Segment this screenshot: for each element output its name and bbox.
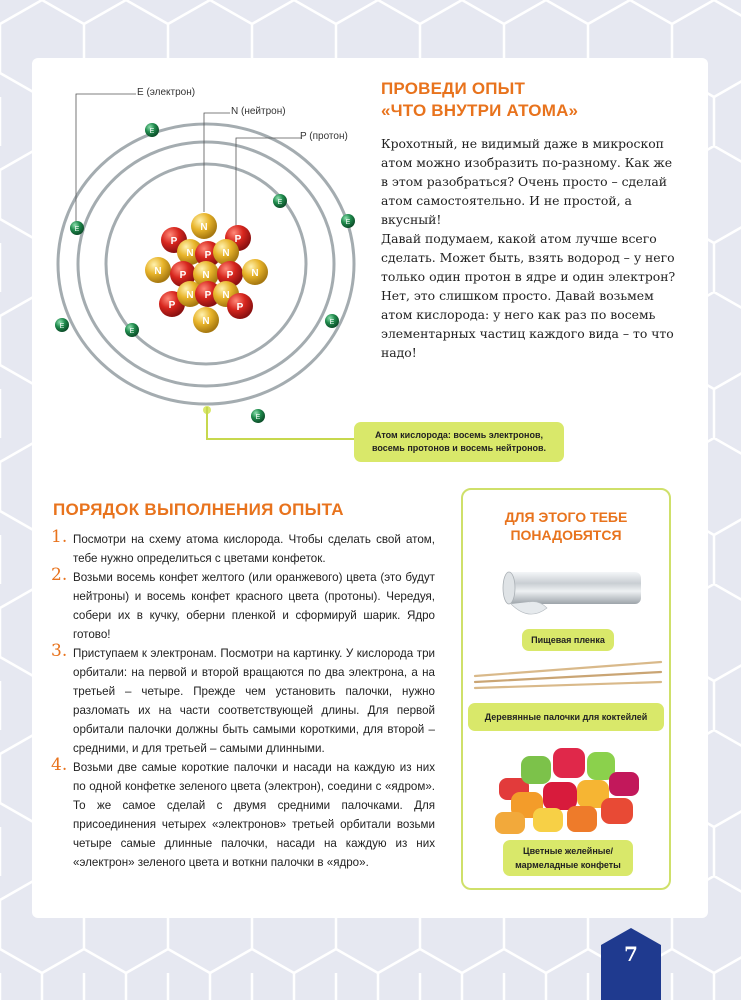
svg-text:N: N	[154, 266, 162, 277]
jelly-candies-image	[491, 742, 647, 842]
svg-text:N: N	[200, 222, 208, 233]
wooden-sticks-image	[473, 658, 663, 694]
item-wooden-sticks: Деревянные палочки для коктейлей	[468, 703, 664, 731]
svg-text:N: N	[222, 248, 230, 259]
svg-text:P: P	[170, 236, 178, 247]
neutron	[213, 239, 239, 265]
svg-text:P: P	[226, 270, 234, 281]
intro-paragraph-1: Крохотный, не видимый даже в микроскоп атом можно изобразить по-разному. Как же в этом разобраться? Очень просто – сделай атом самостоятельно. И не простой, а вкусный!	[381, 136, 673, 227]
svg-text:N: N	[186, 248, 194, 259]
item-jelly-candies: Цветные желейные/ мармеладные конфеты	[503, 840, 633, 876]
intro-text	[381, 134, 681, 362]
svg-text:N: N	[251, 268, 259, 279]
experiment-title: ПРОВЕДИ ОПЫТ «ЧТО ВНУТРИ АТОМА»	[381, 79, 579, 120]
materials-box	[461, 488, 671, 890]
callout-connector	[205, 407, 355, 443]
intro-paragraph-2: Давай подумаем, какой атом лучше всего сделать. Может быть, взять водород – у него только один протон в ядре и один электрон? Нет, это слишком просто. Давай возьмем атом кислорода: у него как раз по восемь элементарных частиц каждого вида – то что надо!	[381, 231, 676, 360]
svg-text:P: P	[204, 290, 212, 301]
step-3: 3. Приступаем к электронам. Посмотри на картинку. У кислорода три орбитали: на первой и второй вращаются по два электрона, а на третьей – четыре. Прежде чем установить палочки, нужно разломать их на части соответствующей длины. Для первой орбитали палочки должны быть самыми короткими, для второй – средними, и для третьей – самыми длинными.	[51, 641, 435, 755]
neutron	[242, 259, 268, 285]
neutron	[193, 307, 219, 333]
svg-text:E: E	[59, 323, 65, 330]
label-electron: E (электрон)	[137, 87, 196, 98]
svg-text:N: N	[202, 316, 210, 327]
svg-text:E: E	[129, 328, 135, 335]
item-plastic-wrap: Пищевая пленка	[522, 629, 614, 651]
label-proton: P (протон)	[300, 131, 348, 142]
step-4: 4. Возьми две самые короткие палочки и насади на каждую из них по одной конфетке зеленого цвета (электрон), соедини с «ядром». То же самое сделай с двумя средними палочками. Для присоединения четырех «электронов» третьей орбитали возьми четыре самые длинные палочки, насади на каждую из них «электрон» зеленого цвета и воткни палочки в «ядро».	[51, 755, 435, 869]
svg-text:E: E	[277, 199, 283, 206]
svg-text:E: E	[329, 319, 335, 326]
materials-title: ДЛЯ ЭТОГО ТЕБЕ ПОНАДОБЯТСЯ	[504, 509, 628, 543]
svg-text:E: E	[255, 414, 261, 421]
svg-text:P: P	[234, 234, 242, 245]
electron-2	[273, 194, 287, 208]
plastic-wrap-image	[499, 564, 649, 624]
svg-text:N: N	[202, 270, 210, 281]
electron-5	[55, 318, 69, 332]
svg-text:N: N	[186, 290, 194, 301]
svg-text:P: P	[179, 270, 187, 281]
svg-text:E: E	[345, 219, 351, 226]
electron-3	[341, 214, 355, 228]
electron-4	[70, 221, 84, 235]
svg-text:E: E	[149, 128, 155, 135]
electron-1	[145, 123, 159, 137]
svg-text:N: N	[222, 290, 230, 301]
step-1: 1. Посмотри на схему атома кислорода. Чтобы сделать свой атом, тебе нужно определиться с цветами конфеток.	[51, 527, 435, 565]
electron-6	[125, 323, 139, 337]
neutron	[191, 213, 217, 239]
step-2: 2. Возьми восемь конфет желтого (или оранжевого) цвета (это будут нейтроны) и восемь конфет красного цвета (протоны). Чередуя, собери их в кучку, оберни пленкой и сформируй шарик. Ядро готово!	[51, 565, 435, 641]
proton	[227, 293, 253, 319]
order-title: ПОРЯДОК ВЫПОЛНЕНИЯ ОПЫТА	[53, 500, 344, 519]
nucleus	[145, 213, 268, 333]
svg-text:P: P	[168, 300, 176, 311]
label-neutron: N (нейтрон)	[231, 106, 286, 117]
steps-list	[51, 527, 435, 872]
page-number: 7	[624, 942, 638, 966]
atom-callout: Атом кислорода: восемь электронов, восемь протонов и восемь нейтронов.	[354, 422, 564, 462]
neutron	[145, 257, 171, 283]
electron-7	[325, 314, 339, 328]
svg-text:E: E	[74, 226, 80, 233]
svg-text:P: P	[236, 302, 244, 313]
svg-text:P: P	[204, 250, 212, 261]
